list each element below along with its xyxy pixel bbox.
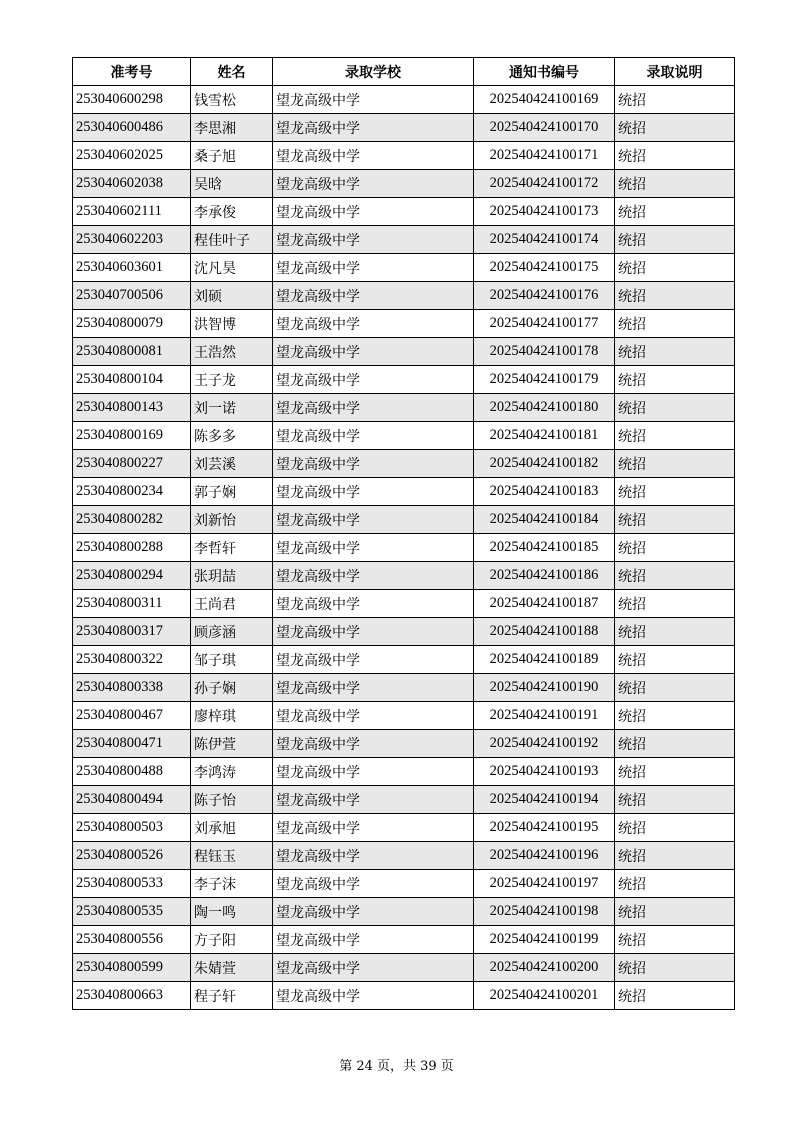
cell-notice-number: 202540424100178 xyxy=(474,338,615,366)
table-row xyxy=(73,478,735,506)
cell-notice-number: 202540424100184 xyxy=(474,506,615,534)
table-row xyxy=(73,926,735,954)
cell-exam-number: 253040800294 xyxy=(73,562,191,590)
cell-name: 李鸿涛 xyxy=(191,758,273,786)
table-row xyxy=(73,86,735,114)
cell-name: 钱雪松 xyxy=(191,86,273,114)
cell-school: 望龙高级中学 xyxy=(273,618,474,646)
cell-notice-number: 202540424100171 xyxy=(474,142,615,170)
table-row xyxy=(73,814,735,842)
table-body xyxy=(73,86,735,1010)
cell-notice-number: 202540424100186 xyxy=(474,562,615,590)
cell-exam-number: 253040800081 xyxy=(73,338,191,366)
cell-admission-note: 统招 xyxy=(615,366,735,394)
cell-name: 李思湘 xyxy=(191,114,273,142)
cell-school: 望龙高级中学 xyxy=(273,198,474,226)
cell-admission-note: 统招 xyxy=(615,394,735,422)
cell-name: 程钰玉 xyxy=(191,842,273,870)
cell-school: 望龙高级中学 xyxy=(273,758,474,786)
cell-exam-number: 253040800494 xyxy=(73,786,191,814)
cell-admission-note: 统招 xyxy=(615,786,735,814)
cell-exam-number: 253040602038 xyxy=(73,170,191,198)
cell-admission-note: 统招 xyxy=(615,142,735,170)
cell-notice-number: 202540424100179 xyxy=(474,366,615,394)
table-row xyxy=(73,170,735,198)
cell-admission-note: 统招 xyxy=(615,954,735,982)
cell-name: 朱婧萱 xyxy=(191,954,273,982)
cell-exam-number: 253040800488 xyxy=(73,758,191,786)
cell-admission-note: 统招 xyxy=(615,198,735,226)
cell-name: 顾彦涵 xyxy=(191,618,273,646)
cell-exam-number: 253040800288 xyxy=(73,534,191,562)
cell-exam-number: 253040700506 xyxy=(73,282,191,310)
cell-admission-note: 统招 xyxy=(615,310,735,338)
cell-notice-number: 202540424100197 xyxy=(474,870,615,898)
cell-admission-note: 统招 xyxy=(615,450,735,478)
cell-school: 望龙高级中学 xyxy=(273,590,474,618)
cell-name: 刘承旭 xyxy=(191,814,273,842)
table-row xyxy=(73,226,735,254)
cell-school: 望龙高级中学 xyxy=(273,982,474,1010)
cell-admission-note: 统招 xyxy=(615,534,735,562)
cell-notice-number: 202540424100200 xyxy=(474,954,615,982)
cell-name: 王子龙 xyxy=(191,366,273,394)
cell-school: 望龙高级中学 xyxy=(273,338,474,366)
cell-exam-number: 253040800282 xyxy=(73,506,191,534)
cell-exam-number: 253040602111 xyxy=(73,198,191,226)
cell-admission-note: 统招 xyxy=(615,226,735,254)
header-admission-note: 录取说明 xyxy=(615,58,735,86)
cell-school: 望龙高级中学 xyxy=(273,86,474,114)
cell-name: 陈多多 xyxy=(191,422,273,450)
cell-notice-number: 202540424100172 xyxy=(474,170,615,198)
cell-name: 李承俊 xyxy=(191,198,273,226)
cell-school: 望龙高级中学 xyxy=(273,702,474,730)
cell-exam-number: 253040800556 xyxy=(73,926,191,954)
cell-name: 张玥喆 xyxy=(191,562,273,590)
table-row xyxy=(73,450,735,478)
table-row xyxy=(73,534,735,562)
cell-school: 望龙高级中学 xyxy=(273,842,474,870)
cell-notice-number: 202540424100177 xyxy=(474,310,615,338)
cell-notice-number: 202540424100190 xyxy=(474,674,615,702)
cell-notice-number: 202540424100173 xyxy=(474,198,615,226)
cell-notice-number: 202540424100180 xyxy=(474,394,615,422)
cell-exam-number: 253040800317 xyxy=(73,618,191,646)
cell-name: 陈子怡 xyxy=(191,786,273,814)
table-row xyxy=(73,674,735,702)
cell-notice-number: 202540424100174 xyxy=(474,226,615,254)
cell-notice-number: 202540424100170 xyxy=(474,114,615,142)
cell-exam-number: 253040800526 xyxy=(73,842,191,870)
table-row xyxy=(73,590,735,618)
table-row xyxy=(73,646,735,674)
cell-notice-number: 202540424100196 xyxy=(474,842,615,870)
cell-admission-note: 统招 xyxy=(615,282,735,310)
cell-exam-number: 253040800311 xyxy=(73,590,191,618)
cell-school: 望龙高级中学 xyxy=(273,954,474,982)
cell-admission-note: 统招 xyxy=(615,338,735,366)
table-row xyxy=(73,366,735,394)
admission-table xyxy=(72,57,735,1010)
table-row xyxy=(73,422,735,450)
table-row xyxy=(73,842,735,870)
table-row xyxy=(73,506,735,534)
cell-admission-note: 统招 xyxy=(615,702,735,730)
cell-admission-note: 统招 xyxy=(615,674,735,702)
cell-admission-note: 统招 xyxy=(615,254,735,282)
cell-notice-number: 202540424100175 xyxy=(474,254,615,282)
cell-notice-number: 202540424100182 xyxy=(474,450,615,478)
cell-name: 刘硕 xyxy=(191,282,273,310)
cell-admission-note: 统招 xyxy=(615,506,735,534)
header-exam-number: 准考号 xyxy=(73,58,191,86)
cell-school: 望龙高级中学 xyxy=(273,814,474,842)
cell-name: 陈伊萱 xyxy=(191,730,273,758)
cell-exam-number: 253040602203 xyxy=(73,226,191,254)
cell-admission-note: 统招 xyxy=(615,730,735,758)
cell-name: 邹子琪 xyxy=(191,646,273,674)
header-school: 录取学校 xyxy=(273,58,474,86)
cell-admission-note: 统招 xyxy=(615,114,735,142)
cell-notice-number: 202540424100201 xyxy=(474,982,615,1010)
cell-notice-number: 202540424100193 xyxy=(474,758,615,786)
cell-name: 孙子娴 xyxy=(191,674,273,702)
cell-school: 望龙高级中学 xyxy=(273,394,474,422)
cell-name: 刘一诺 xyxy=(191,394,273,422)
cell-school: 望龙高级中学 xyxy=(273,926,474,954)
cell-admission-note: 统招 xyxy=(615,590,735,618)
cell-name: 王尚君 xyxy=(191,590,273,618)
table-row xyxy=(73,562,735,590)
table-row xyxy=(73,142,735,170)
cell-name: 刘新怡 xyxy=(191,506,273,534)
cell-school: 望龙高级中学 xyxy=(273,534,474,562)
cell-school: 望龙高级中学 xyxy=(273,786,474,814)
table-row xyxy=(73,702,735,730)
cell-school: 望龙高级中学 xyxy=(273,226,474,254)
cell-school: 望龙高级中学 xyxy=(273,898,474,926)
table-row xyxy=(73,114,735,142)
cell-admission-note: 统招 xyxy=(615,618,735,646)
cell-exam-number: 253040800079 xyxy=(73,310,191,338)
cell-name: 李哲轩 xyxy=(191,534,273,562)
cell-admission-note: 统招 xyxy=(615,478,735,506)
cell-admission-note: 统招 xyxy=(615,898,735,926)
table-row xyxy=(73,254,735,282)
cell-notice-number: 202540424100185 xyxy=(474,534,615,562)
table-row xyxy=(73,870,735,898)
cell-notice-number: 202540424100198 xyxy=(474,898,615,926)
table-row xyxy=(73,898,735,926)
page-footer: 第 24 页，共 39 页 xyxy=(339,1059,454,1074)
table-row xyxy=(73,338,735,366)
cell-name: 郭子娴 xyxy=(191,478,273,506)
cell-admission-note: 统招 xyxy=(615,982,735,1010)
cell-notice-number: 202540424100191 xyxy=(474,702,615,730)
table-row xyxy=(73,954,735,982)
cell-admission-note: 统招 xyxy=(615,870,735,898)
cell-exam-number: 253040600298 xyxy=(73,86,191,114)
cell-school: 望龙高级中学 xyxy=(273,142,474,170)
cell-exam-number: 253040600486 xyxy=(73,114,191,142)
cell-exam-number: 253040800503 xyxy=(73,814,191,842)
cell-name: 洪智博 xyxy=(191,310,273,338)
table-header-row xyxy=(73,58,735,86)
cell-notice-number: 202540424100187 xyxy=(474,590,615,618)
table-row xyxy=(73,786,735,814)
cell-name: 沈凡昊 xyxy=(191,254,273,282)
table-row xyxy=(73,982,735,1010)
cell-exam-number: 253040603601 xyxy=(73,254,191,282)
header-name: 姓名 xyxy=(191,58,273,86)
cell-school: 望龙高级中学 xyxy=(273,450,474,478)
table-row xyxy=(73,394,735,422)
cell-admission-note: 统招 xyxy=(615,814,735,842)
cell-exam-number: 253040800663 xyxy=(73,982,191,1010)
cell-name: 李子沫 xyxy=(191,870,273,898)
cell-exam-number: 253040800471 xyxy=(73,730,191,758)
cell-exam-number: 253040800533 xyxy=(73,870,191,898)
cell-exam-number: 253040800234 xyxy=(73,478,191,506)
cell-exam-number: 253040602025 xyxy=(73,142,191,170)
cell-exam-number: 253040800227 xyxy=(73,450,191,478)
cell-notice-number: 202540424100189 xyxy=(474,646,615,674)
cell-notice-number: 202540424100181 xyxy=(474,422,615,450)
cell-school: 望龙高级中学 xyxy=(273,506,474,534)
cell-exam-number: 253040800467 xyxy=(73,702,191,730)
cell-name: 程佳叶子 xyxy=(191,226,273,254)
cell-exam-number: 253040800169 xyxy=(73,422,191,450)
cell-name: 桑子旭 xyxy=(191,142,273,170)
cell-admission-note: 统招 xyxy=(615,422,735,450)
cell-notice-number: 202540424100192 xyxy=(474,730,615,758)
cell-admission-note: 统招 xyxy=(615,758,735,786)
cell-school: 望龙高级中学 xyxy=(273,422,474,450)
cell-notice-number: 202540424100176 xyxy=(474,282,615,310)
cell-admission-note: 统招 xyxy=(615,646,735,674)
cell-exam-number: 253040800104 xyxy=(73,366,191,394)
cell-name: 廖梓琪 xyxy=(191,702,273,730)
cell-school: 望龙高级中学 xyxy=(273,562,474,590)
cell-notice-number: 202540424100169 xyxy=(474,86,615,114)
cell-school: 望龙高级中学 xyxy=(273,366,474,394)
cell-school: 望龙高级中学 xyxy=(273,170,474,198)
table-row xyxy=(73,198,735,226)
cell-school: 望龙高级中学 xyxy=(273,254,474,282)
table-row xyxy=(73,618,735,646)
cell-admission-note: 统招 xyxy=(615,842,735,870)
cell-admission-note: 统招 xyxy=(615,562,735,590)
cell-notice-number: 202540424100195 xyxy=(474,814,615,842)
cell-notice-number: 202540424100199 xyxy=(474,926,615,954)
header-notice-number: 通知书编号 xyxy=(474,58,615,86)
cell-exam-number: 253040800338 xyxy=(73,674,191,702)
table-row xyxy=(73,282,735,310)
cell-exam-number: 253040800599 xyxy=(73,954,191,982)
cell-name: 吴晗 xyxy=(191,170,273,198)
cell-admission-note: 统招 xyxy=(615,926,735,954)
cell-name: 程子轩 xyxy=(191,982,273,1010)
cell-school: 望龙高级中学 xyxy=(273,730,474,758)
cell-notice-number: 202540424100194 xyxy=(474,786,615,814)
cell-admission-note: 统招 xyxy=(615,170,735,198)
cell-name: 王浩然 xyxy=(191,338,273,366)
table-row xyxy=(73,730,735,758)
cell-exam-number: 253040800535 xyxy=(73,898,191,926)
cell-name: 陶一鸣 xyxy=(191,898,273,926)
table-row xyxy=(73,758,735,786)
cell-school: 望龙高级中学 xyxy=(273,646,474,674)
cell-notice-number: 202540424100188 xyxy=(474,618,615,646)
cell-school: 望龙高级中学 xyxy=(273,674,474,702)
cell-name: 刘芸溪 xyxy=(191,450,273,478)
cell-school: 望龙高级中学 xyxy=(273,114,474,142)
cell-exam-number: 253040800143 xyxy=(73,394,191,422)
cell-name: 方子阳 xyxy=(191,926,273,954)
cell-admission-note: 统招 xyxy=(615,86,735,114)
cell-school: 望龙高级中学 xyxy=(273,478,474,506)
cell-school: 望龙高级中学 xyxy=(273,310,474,338)
table-row xyxy=(73,310,735,338)
cell-exam-number: 253040800322 xyxy=(73,646,191,674)
cell-school: 望龙高级中学 xyxy=(273,870,474,898)
cell-school: 望龙高级中学 xyxy=(273,282,474,310)
cell-notice-number: 202540424100183 xyxy=(474,478,615,506)
